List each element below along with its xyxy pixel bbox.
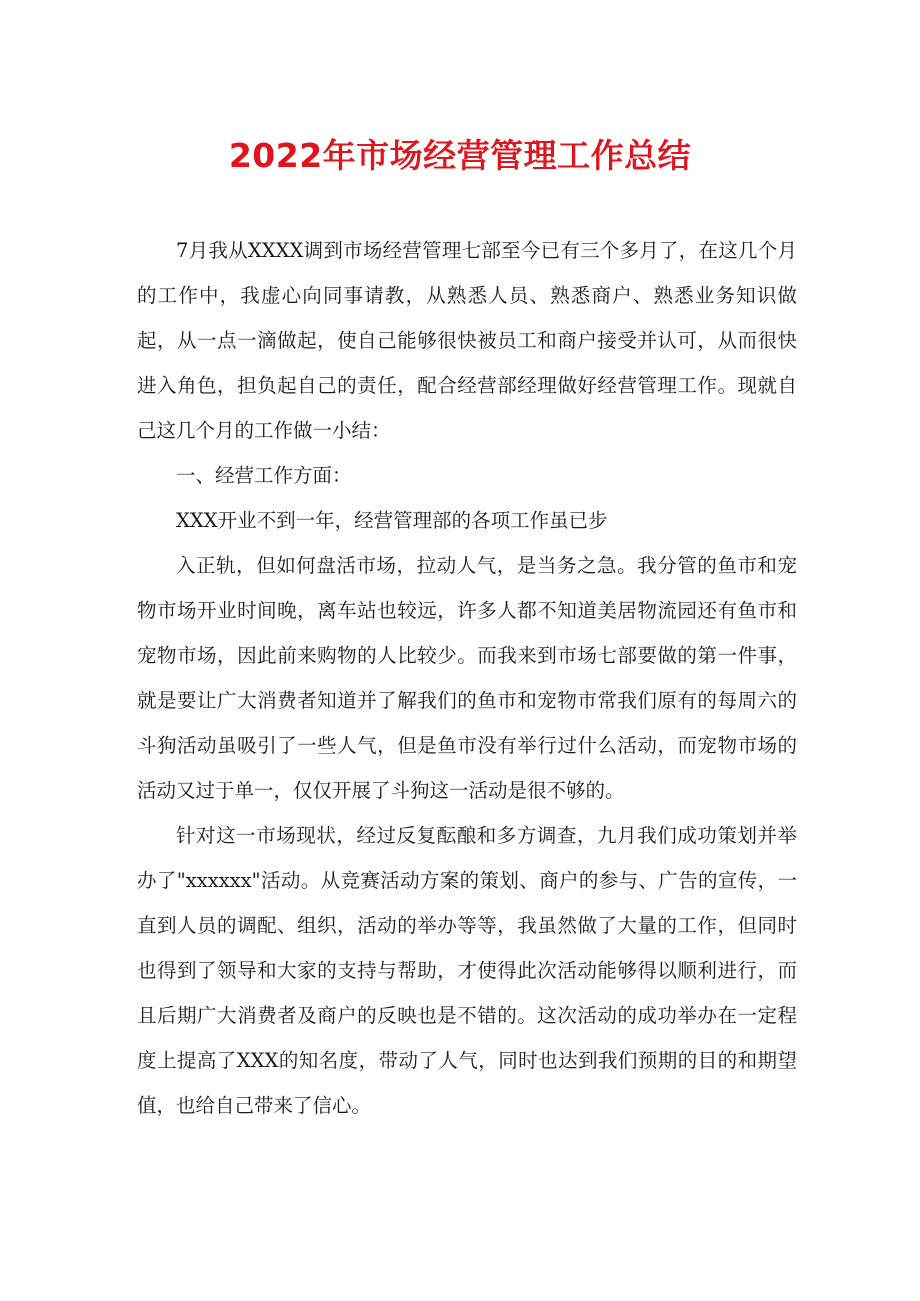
paragraph-intro: 7月我从XXXX调到市场经营管理七部至今已有三个多月了，在这几个月的工作中，我虚心向同事请教，从熟悉人员、熟悉商户、熟悉业务知识做起，从一点一滴做起，使自己能够很快被员工和商户接受并认可，从而很快进入角色，担负起自己的责任，配合经营部经理做好经营管理工作。现就自己这几个月的工作做一小结：: [137, 239, 797, 442]
paragraph-market-situation: 入正轨，但如何盘活市场，拉动人气，是当务之急。我分管的鱼市和宠物市场开业时间晚，离车站也较远，许多人都不知道美居物流园还有鱼市和宠物市场，因此前来购物的人比较少。而我来到市场七部要做的第一件事，就是要让广大消费者知道并了解我们的鱼市和宠物市常我们原有的每周六的斗狗活动虽吸引了一些人气，但是鱼市没有举行过什么活动，而宠物市场的活动又过于单一，仅仅开展了斗狗这一活动是很不够的。: [137, 554, 797, 802]
paragraph-activity: 针对这一市场现状，经过反复酝酿和多方调查，九月我们成功策划并举办了"xxxxxx"活动。从竞赛活动方案的策划、商户的参与、广告的宣传，一直到人员的调配、组织，活动的举办等等，我虽然做了大量的工作，但同时也得到了领导和大家的支持与帮助，才使得此次活动能够得以顺利进行，而且后期广大消费者及商户的反映也是不错的。这次活动的成功举办在一定程度上提高了XXX的知名度，带动了人气，同时也达到我们预期的目的和期望值，也给自己带来了信心。: [137, 824, 797, 1117]
document-title: 2022年市场经营管理工作总结: [228, 136, 692, 175]
paragraph-opening-line: XXX开业不到一年，经营管理部的各项工作虽已步: [176, 509, 608, 532]
document-body: [137, 228, 797, 1128]
section-heading-operations: 一、经营工作方面：: [176, 464, 352, 487]
